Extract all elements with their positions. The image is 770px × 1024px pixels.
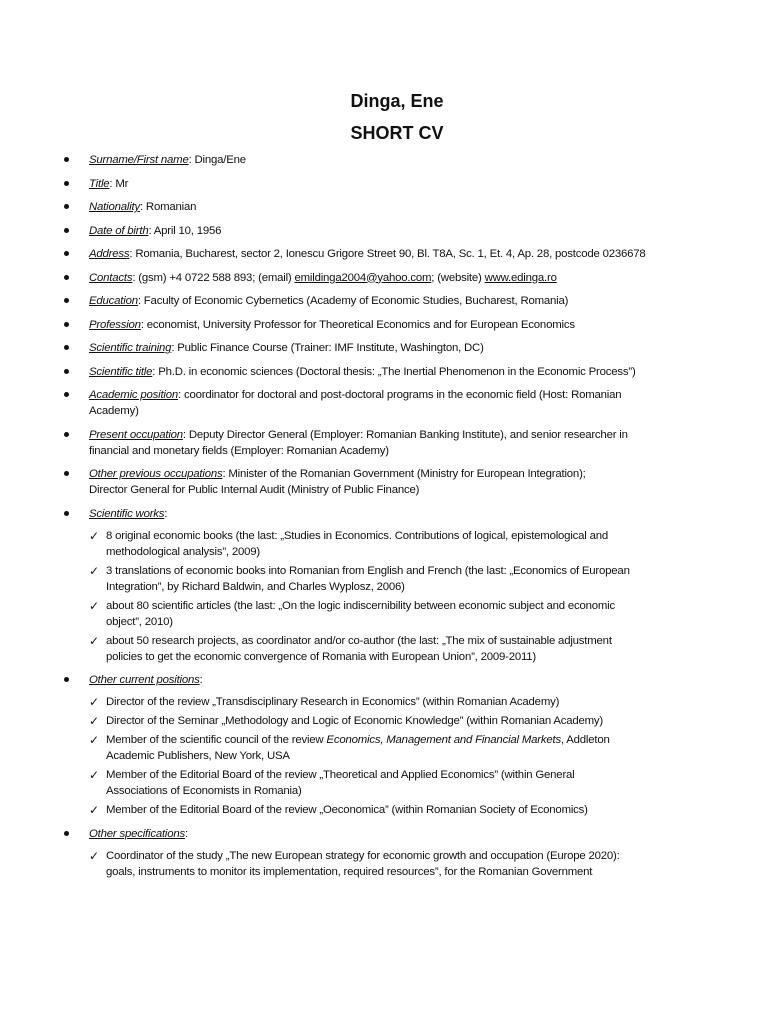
sub-item-text-continued: goals, instruments to monitor its implementation, required resources”, for the Romanian Government xyxy=(106,865,593,878)
item-value: : coordinator for doctoral and post-doctoral programs in the economic field (Host: Romanian xyxy=(178,389,622,401)
contacts-separator: ; (website) xyxy=(431,271,485,284)
bullet-dot-icon xyxy=(64,228,69,233)
item-value: : Ph.D. in economic sciences (Doctoral thesis: „The Inertial Phenomenon in the Economic Process”) xyxy=(152,365,636,378)
sub-item-text: Director of the review „Transdisciplinary Research in Economics” (within Romanian Academy) xyxy=(106,696,560,708)
bullet-dot-icon xyxy=(64,275,69,280)
check-mark-icon: ✓ xyxy=(89,598,99,613)
item-value: : economist, University Professor for Theoretical Economics and for European Economics xyxy=(140,318,575,331)
item-label: Other current positions xyxy=(89,674,200,686)
item-label: Contacts xyxy=(89,271,133,284)
bullet-dot-icon xyxy=(64,511,69,516)
cv-item-title xyxy=(89,176,729,192)
sub-list-item xyxy=(89,802,729,818)
review-title: Economics, Management and Financial Markets xyxy=(326,734,561,746)
person-name: Dinga, Ene xyxy=(350,91,444,111)
sub-list-item xyxy=(89,732,729,764)
item-line xyxy=(89,427,729,443)
item-value: : Romania, Bucharest, sector 2, Ionescu Grigore Street 90, Bl. T8A, Sc. 1, Et. 4, Ap. 28, postcode 0236678 xyxy=(129,248,646,260)
website-link[interactable]: www.edinga.ro xyxy=(484,271,557,284)
sub-item-text-continued: object”, 2010) xyxy=(106,615,173,628)
item-label: Date of birth xyxy=(89,224,149,237)
cv-item-surname xyxy=(89,152,729,168)
item-label: Nationality xyxy=(89,201,140,213)
cv-item-address xyxy=(89,246,729,262)
item-label: Scientific training xyxy=(89,342,172,354)
item-label: Address xyxy=(89,248,130,260)
sub-list-item xyxy=(89,848,729,880)
sub-item-text-continued: policies to get the economic convergence of Romania with European Union”, 2009-2011) xyxy=(106,650,537,663)
scientific-works-list xyxy=(89,528,729,665)
sub-item-text-continued: Associations of Economists in Romania) xyxy=(106,785,302,797)
item-label: Scientific title xyxy=(89,365,153,378)
item-label: Scientific works xyxy=(89,507,165,520)
sub-item-text-continued: Academic Publishers, New York, USA xyxy=(106,750,290,762)
sub-item-text: Director of the Seminar „Methodology and Logic of Economic Knowledge” (within Romanian Academy) xyxy=(106,715,603,727)
sub-item-text-continued: Integration”, by Richard Baldwin, and Charles Wyplosz, 2006) xyxy=(106,580,405,593)
sub-item-suffix: , Addleton xyxy=(560,734,610,746)
sub-item-text: Coordinator of the study „The new European strategy for economic growth and occupation (Europe 2020): xyxy=(106,849,620,862)
sub-item-text: Member of the Editorial Board of the review „Theoretical and Applied Economics” (within General xyxy=(106,769,575,781)
cv-item-scientific-title xyxy=(89,364,729,380)
item-value: : Faculty of Economic Cybernetics (Academy of Economic Studies, Bucharest, Romania) xyxy=(137,295,569,307)
item-value-continued: Director General for Public Internal Audit (Ministry of Public Finance) xyxy=(89,484,420,496)
sub-item-prefix: Member of the scientific council of the review xyxy=(106,734,327,746)
item-value-continued: Academy) xyxy=(89,405,139,417)
cv-item-other-current-positions xyxy=(89,672,729,818)
item-value: : Dinga/Ene xyxy=(188,154,246,166)
cv-item-profession xyxy=(89,317,729,333)
cv-item-scientific-training xyxy=(89,340,729,356)
check-mark-icon: ✓ xyxy=(89,633,99,648)
check-mark-icon: ✓ xyxy=(89,563,99,578)
sub-list-item xyxy=(89,598,729,630)
bullet-dot-icon xyxy=(64,677,69,682)
sub-item-text: 8 original economic books (the last: „Studies in Economics. Contributions of logical, epistemological and xyxy=(106,529,608,542)
bullet-dot-icon xyxy=(64,157,69,162)
sub-list-item xyxy=(89,563,729,595)
document-title: SHORT CV xyxy=(350,123,444,143)
bullet-dot-icon xyxy=(64,471,69,476)
item-value: : Mr xyxy=(109,177,129,190)
cv-items-list xyxy=(89,152,729,887)
check-mark-icon: ✓ xyxy=(89,695,99,709)
bullet-dot-icon xyxy=(64,831,69,836)
sub-list-item xyxy=(89,528,729,560)
cv-item-education xyxy=(89,293,729,309)
cv-item-date-of-birth xyxy=(89,223,729,239)
item-value: : Romanian xyxy=(139,201,197,213)
sub-item-text xyxy=(106,732,729,748)
item-value: : xyxy=(199,674,203,686)
current-positions-list xyxy=(89,694,729,818)
item-label: Profession xyxy=(89,318,141,331)
item-label: Academic position xyxy=(89,389,179,401)
check-mark-icon: ✓ xyxy=(89,768,99,782)
item-label: Other specifications xyxy=(89,827,186,840)
check-mark-icon: ✓ xyxy=(89,714,99,728)
bullet-dot-icon xyxy=(64,432,69,437)
bullet-dot-icon xyxy=(64,322,69,327)
cv-item-nationality xyxy=(89,199,729,215)
item-line xyxy=(89,387,729,403)
item-label: Title xyxy=(89,177,110,190)
item-label: Other previous occupations xyxy=(89,468,223,480)
item-value: : xyxy=(185,827,188,840)
sub-list-item xyxy=(89,694,729,710)
item-value: : xyxy=(164,507,168,520)
other-specifications-list xyxy=(89,848,729,880)
sub-list-item xyxy=(89,633,729,665)
bullet-dot-icon xyxy=(64,345,69,350)
item-value: : April 10, 1956 xyxy=(148,224,222,237)
bullet-dot-icon xyxy=(64,392,69,397)
item-label: Surname/First name xyxy=(89,154,189,166)
sub-item-text-continued: methodological analysis”, 2009) xyxy=(106,545,260,558)
cv-item-academic-position xyxy=(89,387,729,419)
sub-item-text: 3 translations of economic books into Romanian from English and French (the last: „Economics of European xyxy=(106,564,630,577)
bullet-dot-icon xyxy=(64,298,69,303)
item-value: : Deputy Director General (Employer: Romanian Banking Institute), and senior researcher in xyxy=(182,428,628,441)
email-link[interactable]: emildinga2004@yahoo.com xyxy=(294,271,432,284)
check-mark-icon: ✓ xyxy=(89,848,99,863)
sub-item-text: about 50 research projects, as coordinator and/or co-author (the last: „The mix of sustainable adjustment xyxy=(106,634,612,647)
cv-item-other-specifications xyxy=(89,826,729,880)
bullet-dot-icon xyxy=(64,369,69,374)
item-line xyxy=(89,466,729,482)
sub-item-text: about 80 scientific articles (the last: „On the logic indiscernibility between economic subject and economic xyxy=(106,599,615,612)
item-value: : Public Finance Course (Trainer: IMF Institute, Washington, DC) xyxy=(171,342,484,354)
cv-item-contacts xyxy=(89,270,729,286)
check-mark-icon: ✓ xyxy=(89,803,99,817)
contacts-prefix: : (gsm) +4 0722 588 893; (email) xyxy=(132,271,295,284)
item-label: Present occupation xyxy=(89,428,183,441)
cv-item-scientific-works xyxy=(89,506,729,665)
item-value-continued: financial and monetary fields (Employer: Romanian Academy) xyxy=(89,444,389,457)
sub-item-text: Member of the Editorial Board of the review „Oeconomica” (within Romanian Society of Economics) xyxy=(106,804,588,816)
check-mark-icon: ✓ xyxy=(89,528,99,543)
sub-list-item xyxy=(89,767,729,799)
sub-list-item xyxy=(89,713,729,729)
bullet-dot-icon xyxy=(64,181,69,186)
bullet-dot-icon xyxy=(64,251,69,256)
item-label: Education xyxy=(89,295,138,307)
check-mark-icon: ✓ xyxy=(89,733,99,747)
bullet-dot-icon xyxy=(64,204,69,209)
cv-item-present-occupation xyxy=(89,427,729,459)
item-value: : Minister of the Romanian Government (Ministry for European Integration); xyxy=(222,468,586,480)
cv-item-other-previous-occupations xyxy=(89,466,729,498)
